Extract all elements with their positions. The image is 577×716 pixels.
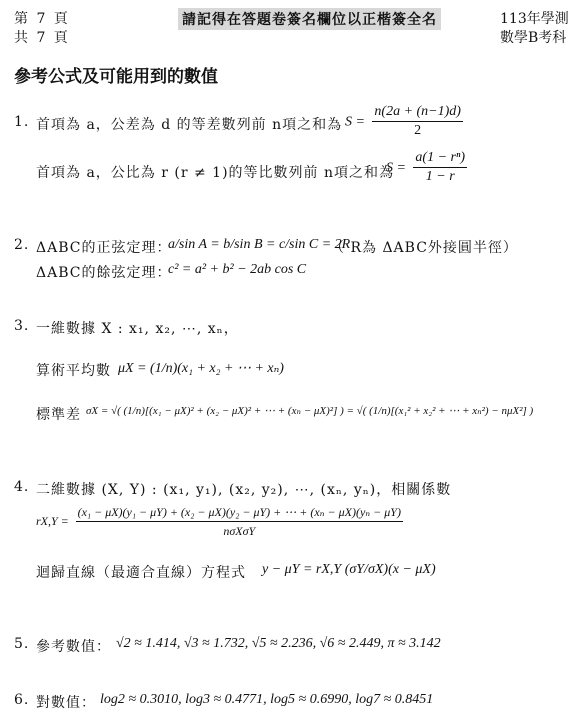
sine-law-note: （ R為 ΔABC外接圓半徑） xyxy=(330,240,518,256)
subject: 數學B考科 xyxy=(500,30,567,46)
log-values-label: 對數值： xyxy=(36,695,96,711)
sine-law-formula: a/sin A = b/sin B = c/sin C = 2R xyxy=(168,237,351,252)
geo-series-formula xyxy=(386,149,469,186)
reference-values: √2 ≈ 1.414, √3 ≈ 1.732, √5 ≈ 2.236, √6 ≈ 2.449, π ≈ 3.142 xyxy=(116,636,441,651)
page-number: 第 7 頁 xyxy=(14,11,70,27)
total-pages: 共 7 頁 xyxy=(14,30,70,46)
reference-values-label: 參考數值： xyxy=(36,639,111,655)
sine-law-prefix: ΔABC的正弦定理： xyxy=(36,240,172,256)
two-dim-data-intro: 二維數據 (X, Y) : (x₁, y₁), (x₂, y₂), ⋯, (xₙ, yₙ)，相關係數 xyxy=(36,482,452,498)
item-number-6: 6. xyxy=(14,692,30,708)
arith-series-formula xyxy=(345,103,465,140)
regression-label: 迴歸直線（最適合直線）方程式 xyxy=(36,565,246,581)
correlation-denominator: nσXσY xyxy=(223,524,256,538)
one-dim-data-intro: 一維數據 X : x₁, x₂, ⋯, xₙ， xyxy=(36,321,239,337)
arith-formula-denominator: 2 xyxy=(414,123,422,138)
signature-notice: 請記得在答題卷簽名欄位以正楷簽全名 xyxy=(178,8,441,30)
sd-label: 標準差 xyxy=(36,407,81,423)
item-number-5: 5. xyxy=(14,636,30,652)
geo-formula-numerator: a(1 − rⁿ) xyxy=(413,149,467,168)
section-title: 參考公式及可能用到的數值 xyxy=(14,67,218,87)
regression-formula: y − μY = rX,Y (σY/σX)(x − μX) xyxy=(262,562,436,577)
geo-formula-lhs: S = xyxy=(386,160,406,176)
arith-formula-lhs: S = xyxy=(345,114,365,130)
item-number-3: 3. xyxy=(14,318,30,334)
cosine-law-prefix: ΔABC的餘弦定理： xyxy=(36,265,172,281)
log-values: log2 ≈ 0.3010, log3 ≈ 0.4771, log5 ≈ 0.6990, log7 ≈ 0.8451 xyxy=(100,692,434,707)
correlation-lhs: rX,Y = xyxy=(36,514,69,528)
arith-series-prefix: 首項為 a，公差為 d 的等差數列前 n項之和為 xyxy=(36,117,343,133)
exam-year: 113年學測 xyxy=(500,11,569,27)
geo-formula-denominator: 1 − r xyxy=(425,169,455,184)
correlation-fraction xyxy=(76,503,403,540)
correlation-formula xyxy=(36,503,405,540)
item-number-4: 4. xyxy=(14,479,30,495)
item-number-1: 1. xyxy=(14,114,30,130)
item-number-2: 2. xyxy=(14,237,30,253)
correlation-numerator: (x₁ − μX)(y₁ − μY) + (x₂ − μX)(y₂ − μY) + ⋯ + (xₙ − μX)(yₙ − μY) xyxy=(76,503,403,522)
arith-formula-numerator: n(2a + (n−1)d) xyxy=(372,103,463,122)
arith-formula-fraction xyxy=(372,103,463,140)
cosine-law-formula: c² = a² + b² − 2ab cos C xyxy=(168,262,307,277)
sd-formula: σX = √( (1/n)[(x₁ − μX)² + (x₂ − μX)² + ⋯ + (xₙ − μX)²] ) = √( (1/n)[(x₁² + x₂² + ⋯ + xₙ²) − nμX²] ) xyxy=(86,405,534,417)
geo-formula-fraction xyxy=(413,149,467,186)
mean-label: 算術平均數 xyxy=(36,363,111,379)
mean-formula: μX = (1/n)(x₁ + x₂ + ⋯ + xₙ) xyxy=(118,361,284,376)
geo-series-prefix: 首項為 a，公比為 r (r ≠ 1)的等比數列前 n項之和為 xyxy=(36,165,395,181)
